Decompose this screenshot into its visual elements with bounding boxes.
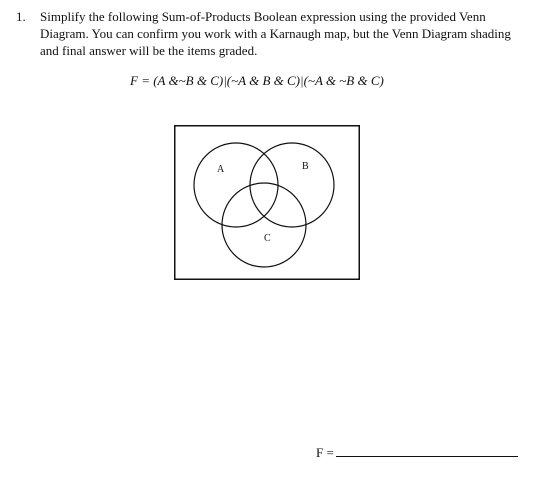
question-line: Simplify the following Sum-of-Products Boolean expression using the provided Venn (40, 9, 486, 24)
venn-diagram (174, 125, 360, 280)
question-number: 1. (16, 9, 26, 24)
answer-label: F = (316, 445, 334, 460)
boolean-expression: F = (A &~B & C)|(~A & B & C)|(~A & ~B & C) (130, 73, 384, 88)
circle-b (250, 143, 334, 227)
label-c: C (264, 233, 271, 244)
question-line: and final answer will be the items graded. (40, 43, 258, 58)
venn-diagram-svg (174, 125, 360, 280)
question-text (40, 8, 520, 59)
answer-blank[interactable] (336, 444, 518, 457)
circle-a (194, 143, 278, 227)
circle-c (222, 183, 306, 267)
label-a: A (217, 164, 225, 175)
question-line: Diagram. You can confirm you work with a Karnaugh map, but the Venn Diagram shading (40, 26, 511, 41)
label-b: B (302, 161, 309, 172)
universe-box (175, 126, 360, 280)
answer-area (316, 444, 518, 461)
